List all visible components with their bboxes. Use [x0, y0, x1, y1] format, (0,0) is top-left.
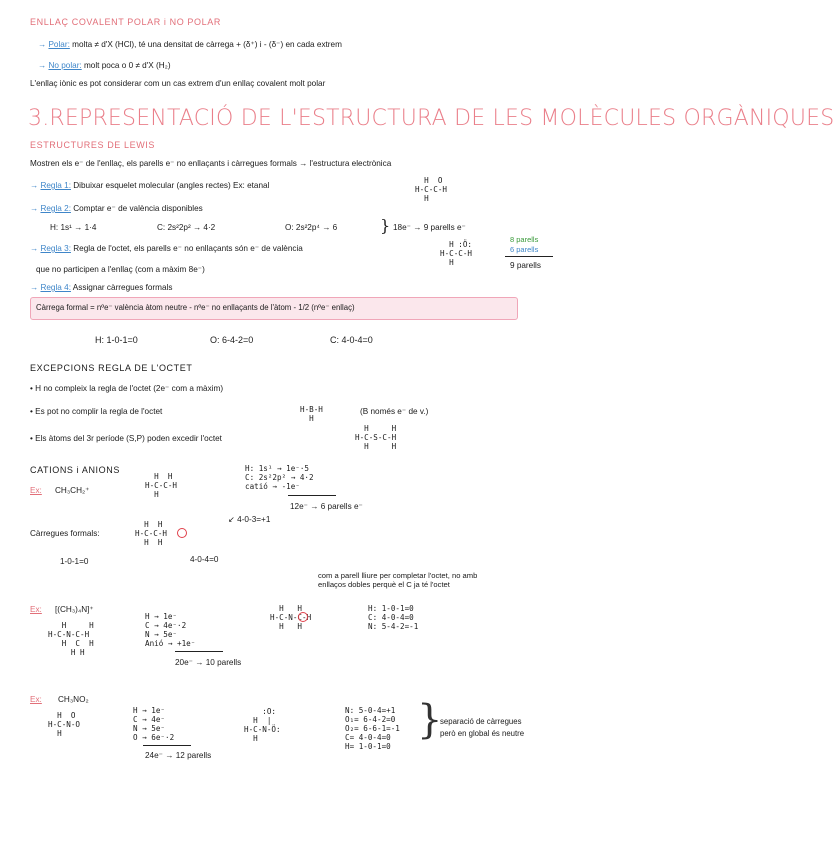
sum-line [288, 495, 336, 496]
arrow-icon: ↙ [228, 515, 238, 524]
pairs-bonding: 8 parells [510, 235, 539, 244]
arrow-icon: → [30, 181, 39, 190]
sum-line [175, 651, 223, 652]
valence-total: 18e⁻ → 9 parells e⁻ [393, 223, 466, 232]
valence-H: H: 1s¹ → 1·4 [50, 223, 97, 232]
example-1-count: H: 1s¹ → 1e⁻·5 C: 2s²2p² → 4·2 catió → -1e⁻ [245, 464, 314, 491]
example-2-lewis: H H H-C-N-C-H H H [270, 604, 312, 631]
rule-1 [30, 182, 269, 190]
rule-3-text: Regla de l'octet, els parells e⁻ no enllaçants són e⁻ de valència [73, 244, 303, 253]
exception-2: • Es pot no complir la regla de l'octet [30, 407, 163, 416]
rule-2 [30, 205, 203, 213]
exception-3: • Els àtoms del 3r període (S,P) poden excedir l'octet [30, 434, 222, 443]
lewis-lead: Mostren els e⁻ de l'enllaç, els parells e⁻ no enllaçants i càrregues formals → l'estructura electrònica [30, 159, 392, 168]
example-1-structure: H H H-C-C-H H [145, 472, 178, 499]
polar-line [38, 41, 342, 49]
example-2-count: H → 1e⁻ C → 4e⁻·2 N → 5e⁻ Anió → +1e⁻ [145, 612, 196, 648]
calc-H: H: 1-0-1=0 [95, 335, 138, 345]
exceptions-heading: EXCEPCIONS REGLA DE L'OCTET [30, 363, 193, 373]
example-2-structure: H H H-C-N-C-H H C H H H [48, 621, 94, 657]
example-1-calc-top-text: 4-0-3=+1 [237, 515, 271, 524]
example-2-formula: [(CH₃)₄N]⁺ [55, 605, 94, 614]
section-subtitle: ESTRUCTURES DE LEWIS [30, 140, 156, 150]
ionic-text: L'enllaç iònic es pot considerar com un cas extrem d'un enllaç covalent molt polar [30, 79, 326, 88]
pairs-total: 9 parells [510, 261, 541, 270]
nopolar-text: molt poca o 0 ≠ d'X (H₂) [83, 61, 171, 70]
pairs-lone: 6 parells [510, 245, 539, 254]
charge-circle [177, 528, 187, 538]
rule-4 [30, 284, 172, 292]
example-3-count: H → 1e⁻ C → 4e⁻ N → 5e⁻ O → 6e⁻·2 [133, 706, 175, 742]
polar-text: molta ≠ d'X (HCl), té una densitat de càrrega + (δ⁺) i - (δ⁻) en cada extrem [72, 40, 342, 49]
sum-line [505, 256, 553, 257]
example-3-calc: N: 5-0-4=+1 O₁= 6-4-2=0 O₂= 6-6-1=-1 C= 4-0-4=0 H= 1-0-1=0 [345, 706, 400, 751]
example-1-calc-left: 1-0-1=0 [60, 557, 89, 566]
example-3-formula: CH₃NO₂ [58, 695, 89, 704]
intro-heading: ENLLAÇ COVALENT POLAR i NO POLAR [30, 17, 221, 27]
formula-text: Càrrega formal = nºe⁻ valència àtom neutre - nºe⁻ no enllaçants de l'àtom - 1/2 (nºe⁻ enllaç) [36, 303, 355, 312]
rule-3-cont: que no participen a l'enllaç (com a màxim 8e⁻) [36, 265, 205, 274]
valence-O: O: 2s²2p⁴ → 6 [285, 223, 338, 232]
example-3-note: separació de càrregues però en global és neutre [440, 717, 525, 738]
calc-C: C: 4-0-4=0 [330, 335, 373, 345]
rule-3 [30, 245, 303, 253]
arrow-icon: → [30, 204, 39, 213]
example-3-label: Ex: [30, 695, 42, 704]
example-1-calc-bottom: 4-0-4=0 [190, 555, 219, 564]
cations-heading: CATIONS i ANIONS [30, 465, 120, 475]
rule-4-text: Assignar càrregues formals [72, 283, 173, 292]
exception-3-structure: H H H-C-S-C-H H H [355, 424, 397, 451]
exception-2-structure: H-B-H H [300, 405, 323, 423]
charges-label: Càrregues formals: [30, 529, 100, 538]
exception-2-note: (B només e⁻ de v.) [360, 407, 429, 416]
example-2-note: com a parell lliure per completar l'octet, no amb enllaços dobles perquè el C ja té l'octet [318, 571, 478, 589]
polar-label: Polar: [48, 40, 70, 49]
exception-1: • H no compleix la regla de l'octet (2e⁻ com a màxim) [30, 384, 224, 393]
arrow-icon: → [38, 40, 47, 49]
calc-O: O: 6-4-2=0 [210, 335, 254, 345]
example-1-formula: CH₃CH₂⁺ [55, 486, 90, 495]
example-3-lewis: :O: H | H-C-N-Ö: H [244, 707, 281, 743]
example-2-total: 20e⁻ → 10 parells [175, 658, 242, 667]
valence-C: C: 2s²2p² → 4·2 [157, 223, 216, 232]
rule-3-label: Regla 3: [40, 244, 71, 253]
nopolar-label: No polar: [48, 61, 82, 70]
sum-line [143, 745, 191, 746]
section-title: 3.REPRESENTACIÓ DE L'ESTRUCTURA DE LES MOLÈCULES ORGÀNIQUES [28, 106, 834, 131]
rule-1-label: Regla 1: [40, 181, 71, 190]
charge-circle [298, 612, 308, 622]
arrow-icon: → [30, 283, 39, 292]
example-1-lewis: H H H-C-C-H H H [135, 520, 168, 547]
example-2-label: Ex: [30, 605, 42, 614]
rule-1-text: Dibuixar esquelet molecular (angles rectes) Ex: etanal [73, 181, 270, 190]
rule-2-text: Comptar e⁻ de valència disponibles [73, 204, 203, 213]
rule-4-label: Regla 4: [40, 283, 71, 292]
ethanal-lewis: H :Ö: H-C-C-H H [440, 240, 473, 267]
example-3-total: 24e⁻ → 12 parells [145, 751, 212, 760]
brace-icon: } [380, 216, 391, 235]
ethanal-skeleton: H O H-C-C-H H [415, 176, 448, 203]
example-1-label: Ex: [30, 486, 42, 495]
example-2-calc: H: 1-0-1=0 C: 4-0-4=0 N: 5-4-2=-1 [368, 604, 419, 631]
example-3-structure: H O H-C-N-O H [48, 711, 81, 738]
arrow-icon: → [30, 244, 39, 253]
brace-icon: } [417, 697, 443, 743]
rule-2-label: Regla 2: [40, 204, 71, 213]
nopolar-line [38, 62, 171, 70]
example-1-total: 12e⁻ → 6 parells e⁻ [290, 502, 363, 511]
arrow-icon: → [38, 61, 47, 70]
example-1-calc-top [228, 516, 270, 524]
